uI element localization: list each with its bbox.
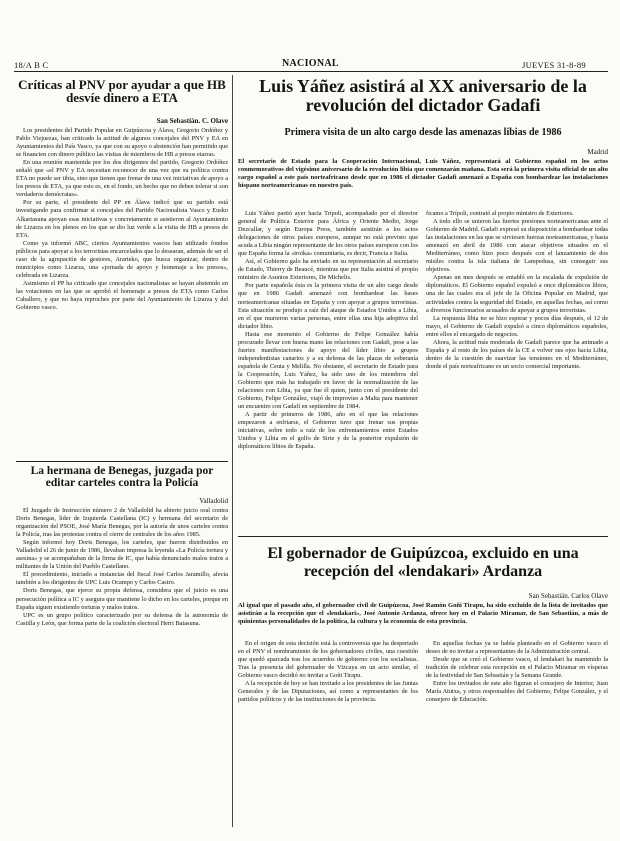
article3-paragraph: ficamo a Trípoli, contrató al propio ministro de Exteriores. bbox=[426, 210, 574, 217]
article4-byline: San Sebastián. Carlos Olave bbox=[528, 592, 608, 600]
article1-paragraph: Los presidentes del Partido Popular en Guipúzcoa y Álava, Gregorio Ordóñez y Pablo Viejuezas, han criticado la actitud de algunos concejales del PNV y EA en Ayuntamientos del País Vasco, ya que con su apoyo o abstención han permitido que se financien con dinero público las visitas de miembros de HB a presos etarras. bbox=[16, 127, 228, 159]
article2-paragraph: El Juzgado de Instrucción número 2 de Valladolid ha abierto juicio oral contra Doris Benegas, líder de Izquierda Castellana (IC) y hermana del secretario de organización del PSOE, José María Benegas, por la autoría de unos carteles contra la Policía, tras las protestas contra el cierre de centrales de los años 1985. bbox=[16, 507, 228, 539]
article3-subheadline: Primera visita de un alto cargo desde las amenazas libias de 1986 bbox=[284, 127, 562, 138]
header-rule bbox=[14, 71, 608, 72]
article2-body bbox=[16, 507, 228, 825]
article4-paragraph: En aquellas fechas ya se había planteado en el Gobierno vasco el deseo de no invitar a representantes de la Administración central. bbox=[426, 640, 608, 656]
article-divider bbox=[238, 536, 608, 537]
article2-paragraph: Según informó hoy Doris Benegas, los carteles, que fueron distribuidos en Valladolid el 26 de junio de 1986, llevaban impresa la leyenda «La Policía tortura y asesina» y se acompañaban de la firma de IC, que había denunciado malos tratos a militantes de la Unión del Pueblo Castellano. bbox=[16, 539, 228, 571]
article3-paragraph: Por parte española ésta es la primera visita de un alto cargo desde que en 1986 Gadafi amenazó con bombardear las bases norteamericanas situadas en España y con apoyar a grupos terroristas. Esta situación se produjo a raíz del ataque de Estados Unidos a Libia, en el que murieron varias personas, entre ellas una hija adoptiva del dictador libio. bbox=[238, 282, 418, 330]
section-title: NACIONAL bbox=[282, 58, 339, 69]
article3-paragraph: Luis Yáñez partió ayer hacia Trípoli, acompañado por el director general de Política Exterior para África y Oriente Medio, Jorge Dezcallar, y según Europa Press, también asistirán a los actos delegaciones de otros países europeos, aunque no está previsto que acuda a Libia ningún representante de los otros países europeos con los que España forma la «troika» comunitaria, es decir, Francia e Italia. bbox=[238, 210, 418, 258]
article3-paragraph: A partir de primeros de 1986, año en el que las relaciones empezaron a enfriarse, el Gobierno tuvo que frenar sus propias iniciativas, sobre todo a raíz de los enfrentamientos entre Estados Unidos y Libia en el golfo de Sirte y de la posterior expulsión de diplomáticos libios de España. bbox=[238, 411, 418, 451]
article3-paragraph: A todo ello se unieron las fuertes presiones norteamericanas ante el Gobierno de Madrid. Gadafi expresó su disposición a bombardear todas las instalaciones en las que se sirviesen fuerzas norteamericanas, y hasta amenazó en abril de 1986 con atacar objetivos situados en el Mediterráneo, como hizo poco después con el lanzamiento de dos misiles contra la isla italiana de Lampedusa, sin conseguir sus objetivos. bbox=[426, 218, 608, 274]
article1-paragraph: En una reunión mantenida por los dos dirigentes del partido, Gregorio Ordóñez señaló que «el PNV y EA necesitan reconocer de una vez que su política contra ETA no puede ser tibia, sino que tienen que frenar de una vez iniciativas de apoyo a los presos de ETA, ya que esto es, en el fondo, un hecho que no deben tolerar si son verdaderos demócratas». bbox=[16, 159, 228, 199]
article3-paragraph: Apenas un mes después se entabló en la escalada de expulsión de diplomáticos. El Gobierno español expulsó a once diplomáticos libios, una de las cuales era el jefe de la Oficina Popular en Madrid, que actividades contra la seguridad del Estado, en aquellas fechas, así como a diversos funcionarios acusados de apoyar a grupos terroristas. bbox=[426, 274, 608, 314]
article2-byline: Valladolid bbox=[199, 497, 228, 505]
article3-lead bbox=[238, 158, 608, 206]
article-divider bbox=[16, 461, 228, 462]
article4-column-1 bbox=[238, 640, 418, 825]
article3-lead-text: El secretario de Estado para la Cooperación Internacional, Luis Yáñez, representará al Gobierno español en los actos conmemorativos del vigésimo aniversario de la revolución libia que comenzarán mañana. Esta será la primera visita oficial de un alto cargo español a este país norteafricano desde que en 1986 el dictador Gadafi amenazó a España con bombardear las instalaciones hispano norteamericanas en nuestro país. bbox=[238, 158, 608, 190]
article2-headline: La hermana de Benegas, juzgada por editar carteles contra la Policía bbox=[30, 465, 214, 489]
article2-paragraph: UPC es un grupo político caracterizado por su defensa de la autonomía de Castilla y León, que forma parte de la coalición electoral Herri Batasuna. bbox=[16, 611, 228, 627]
issue-date: JUEVES 31-8-89 bbox=[522, 60, 586, 70]
article1-paragraph: Como ya informó ABC, ciertos Ayuntamientos vascos han utilizado fondos públicos para apoyar a los terroristas encarcelados que lo desearan, además de ser el caso de la agrupación de gestores, Ararteko, que busca organizar, dentro de municipios como Lizarza, una «jornada de apoyo y homenaje a los presos», celebrada en Lizarza. bbox=[16, 239, 228, 279]
article1-paragraph: Asimismo el PP ha criticado que concejales nacionalistas se hayan abstenido en las votaciones en las que se aprobó el homenaje a presos de ETA como Carlos Caballero, y que no haya reproches por parte del Ayuntamiento de Lizarza y del Gobierno vasco. bbox=[16, 279, 228, 312]
article2-paragraph: Doris Benegas, que ejerce su propia defensa, considera que el juicio es una persecución política a IC y asegura que mantiene lo dicho en los carteles, porque en España siguen existiendo torturas y malos tratos. bbox=[16, 587, 228, 611]
article3-paragraph: Así, el Gobierno galo ha enviado en su representación al secretario de Estado, Thierry de Beaucé, mientras que por Italia asistirá el propio ministro de Asuntos Exteriores, De Michelis. bbox=[238, 258, 418, 282]
article4-column-2 bbox=[426, 640, 608, 825]
article1-byline: San Sebastián. C. Olave bbox=[156, 117, 228, 125]
article3-headline: Luis Yáñez asistirá al XX aniversario de la revolución del dictador Gadafi bbox=[259, 76, 587, 115]
article3-paragraph: Hasta ese momento el Gobierno de Felipe González había procurado llevar con buena mano las relaciones con Gadafi, pese a las fuertes manifestaciones de apoyo del líder libio a grupos independentistas canarios y a su defensa de las plazas de soberanía española de Ceuta y Melilla. No obstante, el secretario de Estado para la Cooperación, Luis Yáñez, ha sido uno de los miembros del Gobierno que más ha trabajado en favor de la normalización de las relaciones con Libia, ya que fue él quien, junto con el presidente del Gobierno, Felipe González, viajó de improviso a Malta para mantener un encuentro con Gadafi en septiembre de 1984. bbox=[238, 330, 418, 411]
article1-paragraph: Por su parte, el presidente del PP en Álava indicó que su partido está investigando para confirmar si concejales del Partido Nacionalista Vasco y Eusko Alkartasuna apoyan esas iniciativas y concretamente si asistieron al Ayuntamiento de Lizarza en los plenos en los que se dio luz verde a la visita de HB a presos de ETA. bbox=[16, 199, 228, 239]
article4-paragraph: Entre los invitados de este año figuran el consejero de Interior, Juan María Atutxa, y otros responsables del Gobierno, Felipe González, y el consejero de Educación. bbox=[426, 680, 608, 704]
article4-paragraph: A la recepción de hoy se han invitado a los presidentes de las Juntas Generales y de las Diputaciones, así como a representantes de los partidos políticos y de las instituciones de la provincia. bbox=[238, 680, 418, 704]
article1-headline: Críticas al PNV por ayudar a que HB desvíe dinero a ETA bbox=[18, 77, 226, 105]
article4-lead bbox=[238, 602, 608, 635]
article1-body bbox=[16, 127, 228, 460]
article3-paragraph: Ahora, la actitud más moderada de Gadafi parece que ha animado a España y al resto de los países de la CE a volver sus ojos hacia Libia, dentro de la cuestión de suavizar las tensiones en el Mediterráneo, donde el país norteafricano es un socio comercial importante. bbox=[426, 338, 608, 370]
article2-paragraph: El procedimiento, iniciado a instancias del fiscal José Carlos Jaramillo, afecta también a los dirigentes de UPC Luis Ocampo y Carlos Castro. bbox=[16, 571, 228, 587]
article3-paragraph: La respuesta libia no se hizo esperar y pocos días después, el 12 de mayo, el Gobierno de Gadafi expulsó a cinco diplomáticos españoles, entre ellos el encargado de negocios. bbox=[426, 314, 608, 338]
article3-column-1 bbox=[238, 210, 418, 532]
article3-column-2 bbox=[426, 210, 608, 532]
article3-byline: Madrid bbox=[587, 148, 608, 156]
article4-paragraph: Desde que se creó el Gobierno vasco, el lendakari ha mantenido la tradición de celebrar esta recepción en el Palacio Miramar en vísperas de la festividad de San Sebastián y la Semana Grande. bbox=[426, 656, 608, 680]
article4-headline: El gobernador de Guipúzcoa, excluido en una recepción del «lendakari» Ardanza bbox=[267, 545, 579, 580]
article4-paragraph: En el origen de esta decisión está la controversia que ha despertado en el PNV el nombramiento de los gobernadores civiles, una cuestión que quedó aparcada tras los acuerdos de gobierno con los socialistas. Tras la presencia del gobernador de Vizcaya en un acto similar, el Gobierno vasco decidió no invitar a Goñi Tirapu. bbox=[238, 640, 418, 680]
page-label: 18/A B C bbox=[14, 60, 49, 70]
column-separator bbox=[232, 75, 233, 827]
article4-lead-text: Al igual que el pasado año, el gobernador civil de Guipúzcoa, José Ramón Goñi Tirapu, ha sido excluido de la lista de invitados que asistirán a la recepción que el «lendakari», José Antonio Ardanza, ofrece hoy en el Palacio Miramar, de San Sebastián, a más de quinientas personalidades de la política, la cultura y la economía de esta provincia. bbox=[238, 602, 608, 626]
